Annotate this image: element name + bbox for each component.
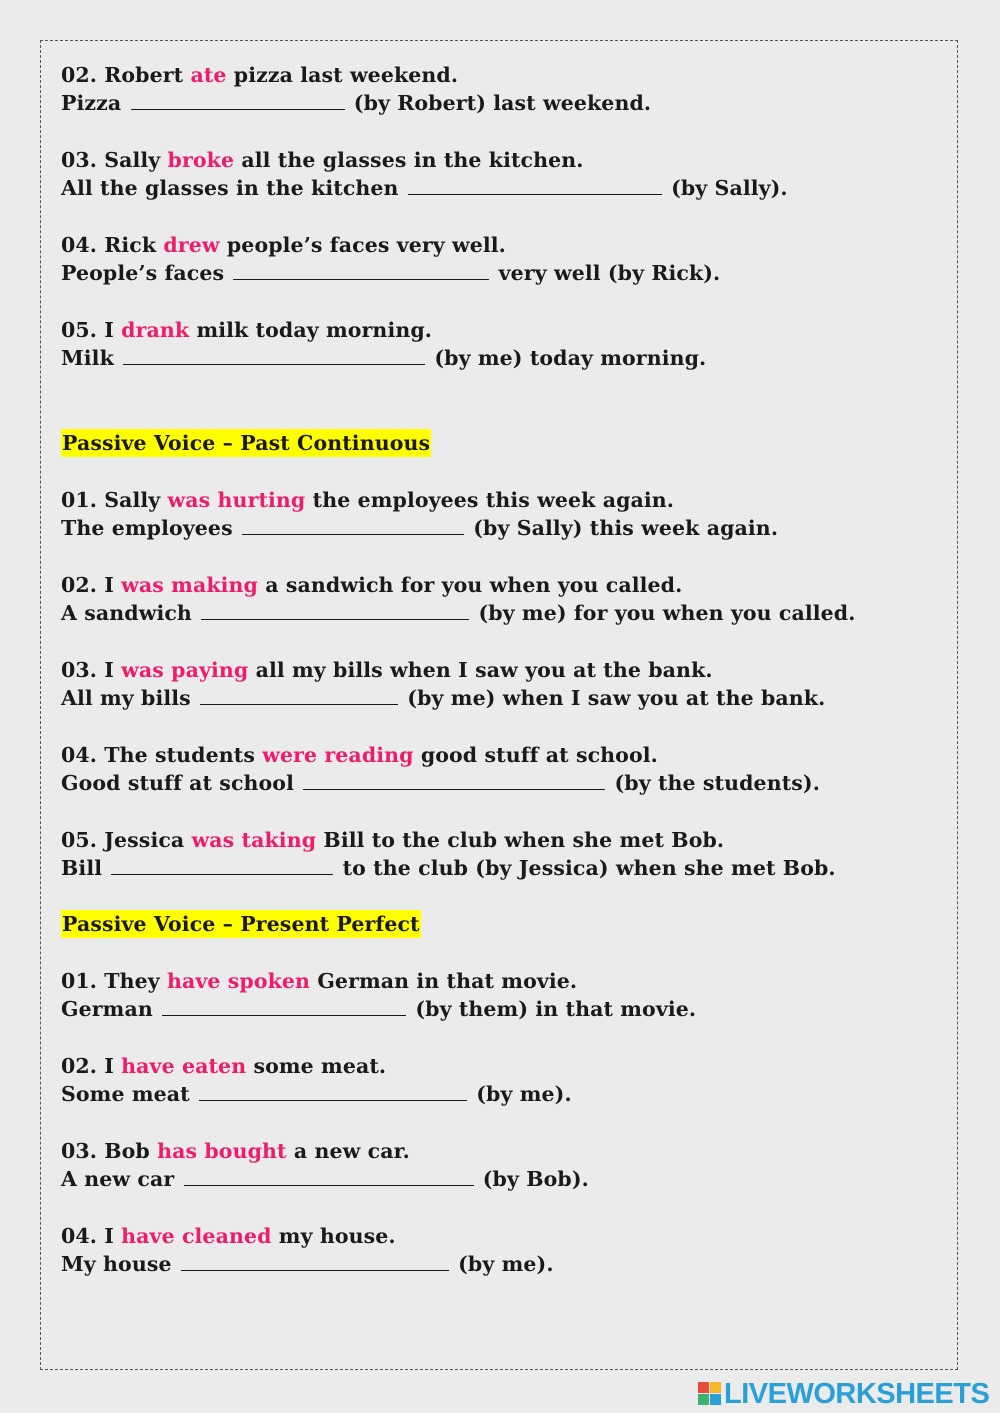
- exercise-item: [61, 656, 951, 712]
- answer-blank[interactable]: [181, 1250, 449, 1271]
- exercise-item: [61, 231, 951, 287]
- passive-sentence: Bill to the club (by Jessica) when she met Bob.: [61, 856, 836, 880]
- exercise-item: [61, 1222, 951, 1278]
- passive-sentence: The employees (by Sally) this week again.: [61, 516, 779, 540]
- passive-sentence: Pizza (by Robert) last weekend.: [61, 91, 652, 115]
- highlighted-verb: broke: [167, 148, 235, 172]
- active-sentence: 01. Sally was hurting the employees this week again.: [61, 488, 675, 512]
- answer-blank[interactable]: [199, 1080, 467, 1101]
- passive-sentence: A sandwich (by me) for you when you called.: [61, 601, 856, 625]
- passive-sentence: All my bills (by me) when I saw you at the bank.: [61, 686, 826, 710]
- passive-sentence: Milk (by me) today morning.: [61, 346, 707, 370]
- active-sentence: 05. I drank milk today morning.: [61, 318, 433, 342]
- highlighted-verb: was taking: [191, 828, 317, 852]
- worksheet-content: [61, 61, 951, 1307]
- passive-sentence: A new car (by Bob).: [61, 1167, 589, 1191]
- answer-blank[interactable]: [242, 514, 464, 535]
- active-sentence: 05. Jessica was taking Bill to the club when she met Bob.: [61, 828, 725, 852]
- logo-mark-icon: [698, 1382, 722, 1406]
- active-sentence: 02. I have eaten some meat.: [61, 1054, 387, 1078]
- passive-sentence: German (by them) in that movie.: [61, 997, 697, 1021]
- active-sentence: 02. Robert ate pizza last weekend.: [61, 63, 459, 87]
- answer-blank[interactable]: [233, 259, 489, 280]
- active-sentence: 03. I was paying all my bills when I saw you at the bank.: [61, 658, 713, 682]
- logo-text: LIVEWORKSHEETS: [724, 1377, 990, 1410]
- answer-blank[interactable]: [131, 89, 345, 110]
- active-sentence: 04. The students were reading good stuff at school.: [61, 743, 658, 767]
- active-sentence: 01. They have spoken German in that movie.: [61, 969, 578, 993]
- passive-sentence: Some meat (by me).: [61, 1082, 572, 1106]
- liveworksheets-logo: [698, 1378, 989, 1410]
- exercise-item: [61, 61, 951, 117]
- exercise-item: [61, 486, 951, 542]
- passive-sentence: People’s faces very well (by Rick).: [61, 261, 721, 285]
- exercise-item: [61, 1137, 951, 1193]
- answer-blank[interactable]: [162, 995, 406, 1016]
- exercise-item: [61, 571, 951, 627]
- exercise-item: [61, 967, 951, 1023]
- active-sentence: 02. I was making a sandwich for you when you called.: [61, 573, 683, 597]
- highlighted-verb: were reading: [262, 743, 414, 767]
- active-sentence: 04. Rick drew people’s faces very well.: [61, 233, 506, 257]
- active-sentence: 03. Sally broke all the glasses in the kitchen.: [61, 148, 584, 172]
- highlighted-verb: have eaten: [121, 1054, 247, 1078]
- highlighted-verb: has bought: [157, 1139, 287, 1163]
- highlighted-verb: have cleaned: [121, 1224, 272, 1248]
- passive-sentence: My house (by me).: [61, 1252, 554, 1276]
- section-title-past-continuous: Passive Voice – Past Continuous: [62, 431, 431, 455]
- exercise-item: [61, 741, 951, 797]
- answer-blank[interactable]: [303, 769, 605, 790]
- exercise-item: [61, 826, 951, 882]
- answer-blank[interactable]: [184, 1165, 474, 1186]
- answer-blank[interactable]: [111, 854, 333, 875]
- highlighted-verb: was hurting: [167, 488, 306, 512]
- answer-blank[interactable]: [123, 344, 425, 365]
- highlighted-verb: ate: [190, 63, 227, 87]
- active-sentence: 04. I have cleaned my house.: [61, 1224, 396, 1248]
- passive-sentence: Good stuff at school (by the students).: [61, 771, 820, 795]
- highlighted-verb: drank: [121, 318, 190, 342]
- exercise-item: [61, 1052, 951, 1108]
- highlighted-verb: have spoken: [166, 969, 311, 993]
- answer-blank[interactable]: [201, 599, 469, 620]
- highlighted-verb: was paying: [121, 658, 249, 682]
- answer-blank[interactable]: [200, 684, 398, 705]
- exercise-item: [61, 316, 951, 372]
- active-sentence: 03. Bob has bought a new car.: [61, 1139, 410, 1163]
- section-title-present-perfect: Passive Voice – Present Perfect: [62, 912, 420, 936]
- exercise-item: [61, 146, 951, 202]
- answer-blank[interactable]: [408, 174, 662, 195]
- highlighted-verb: drew: [163, 233, 220, 257]
- passive-sentence: All the glasses in the kitchen (by Sally).: [61, 176, 788, 200]
- highlighted-verb: was making: [121, 573, 258, 597]
